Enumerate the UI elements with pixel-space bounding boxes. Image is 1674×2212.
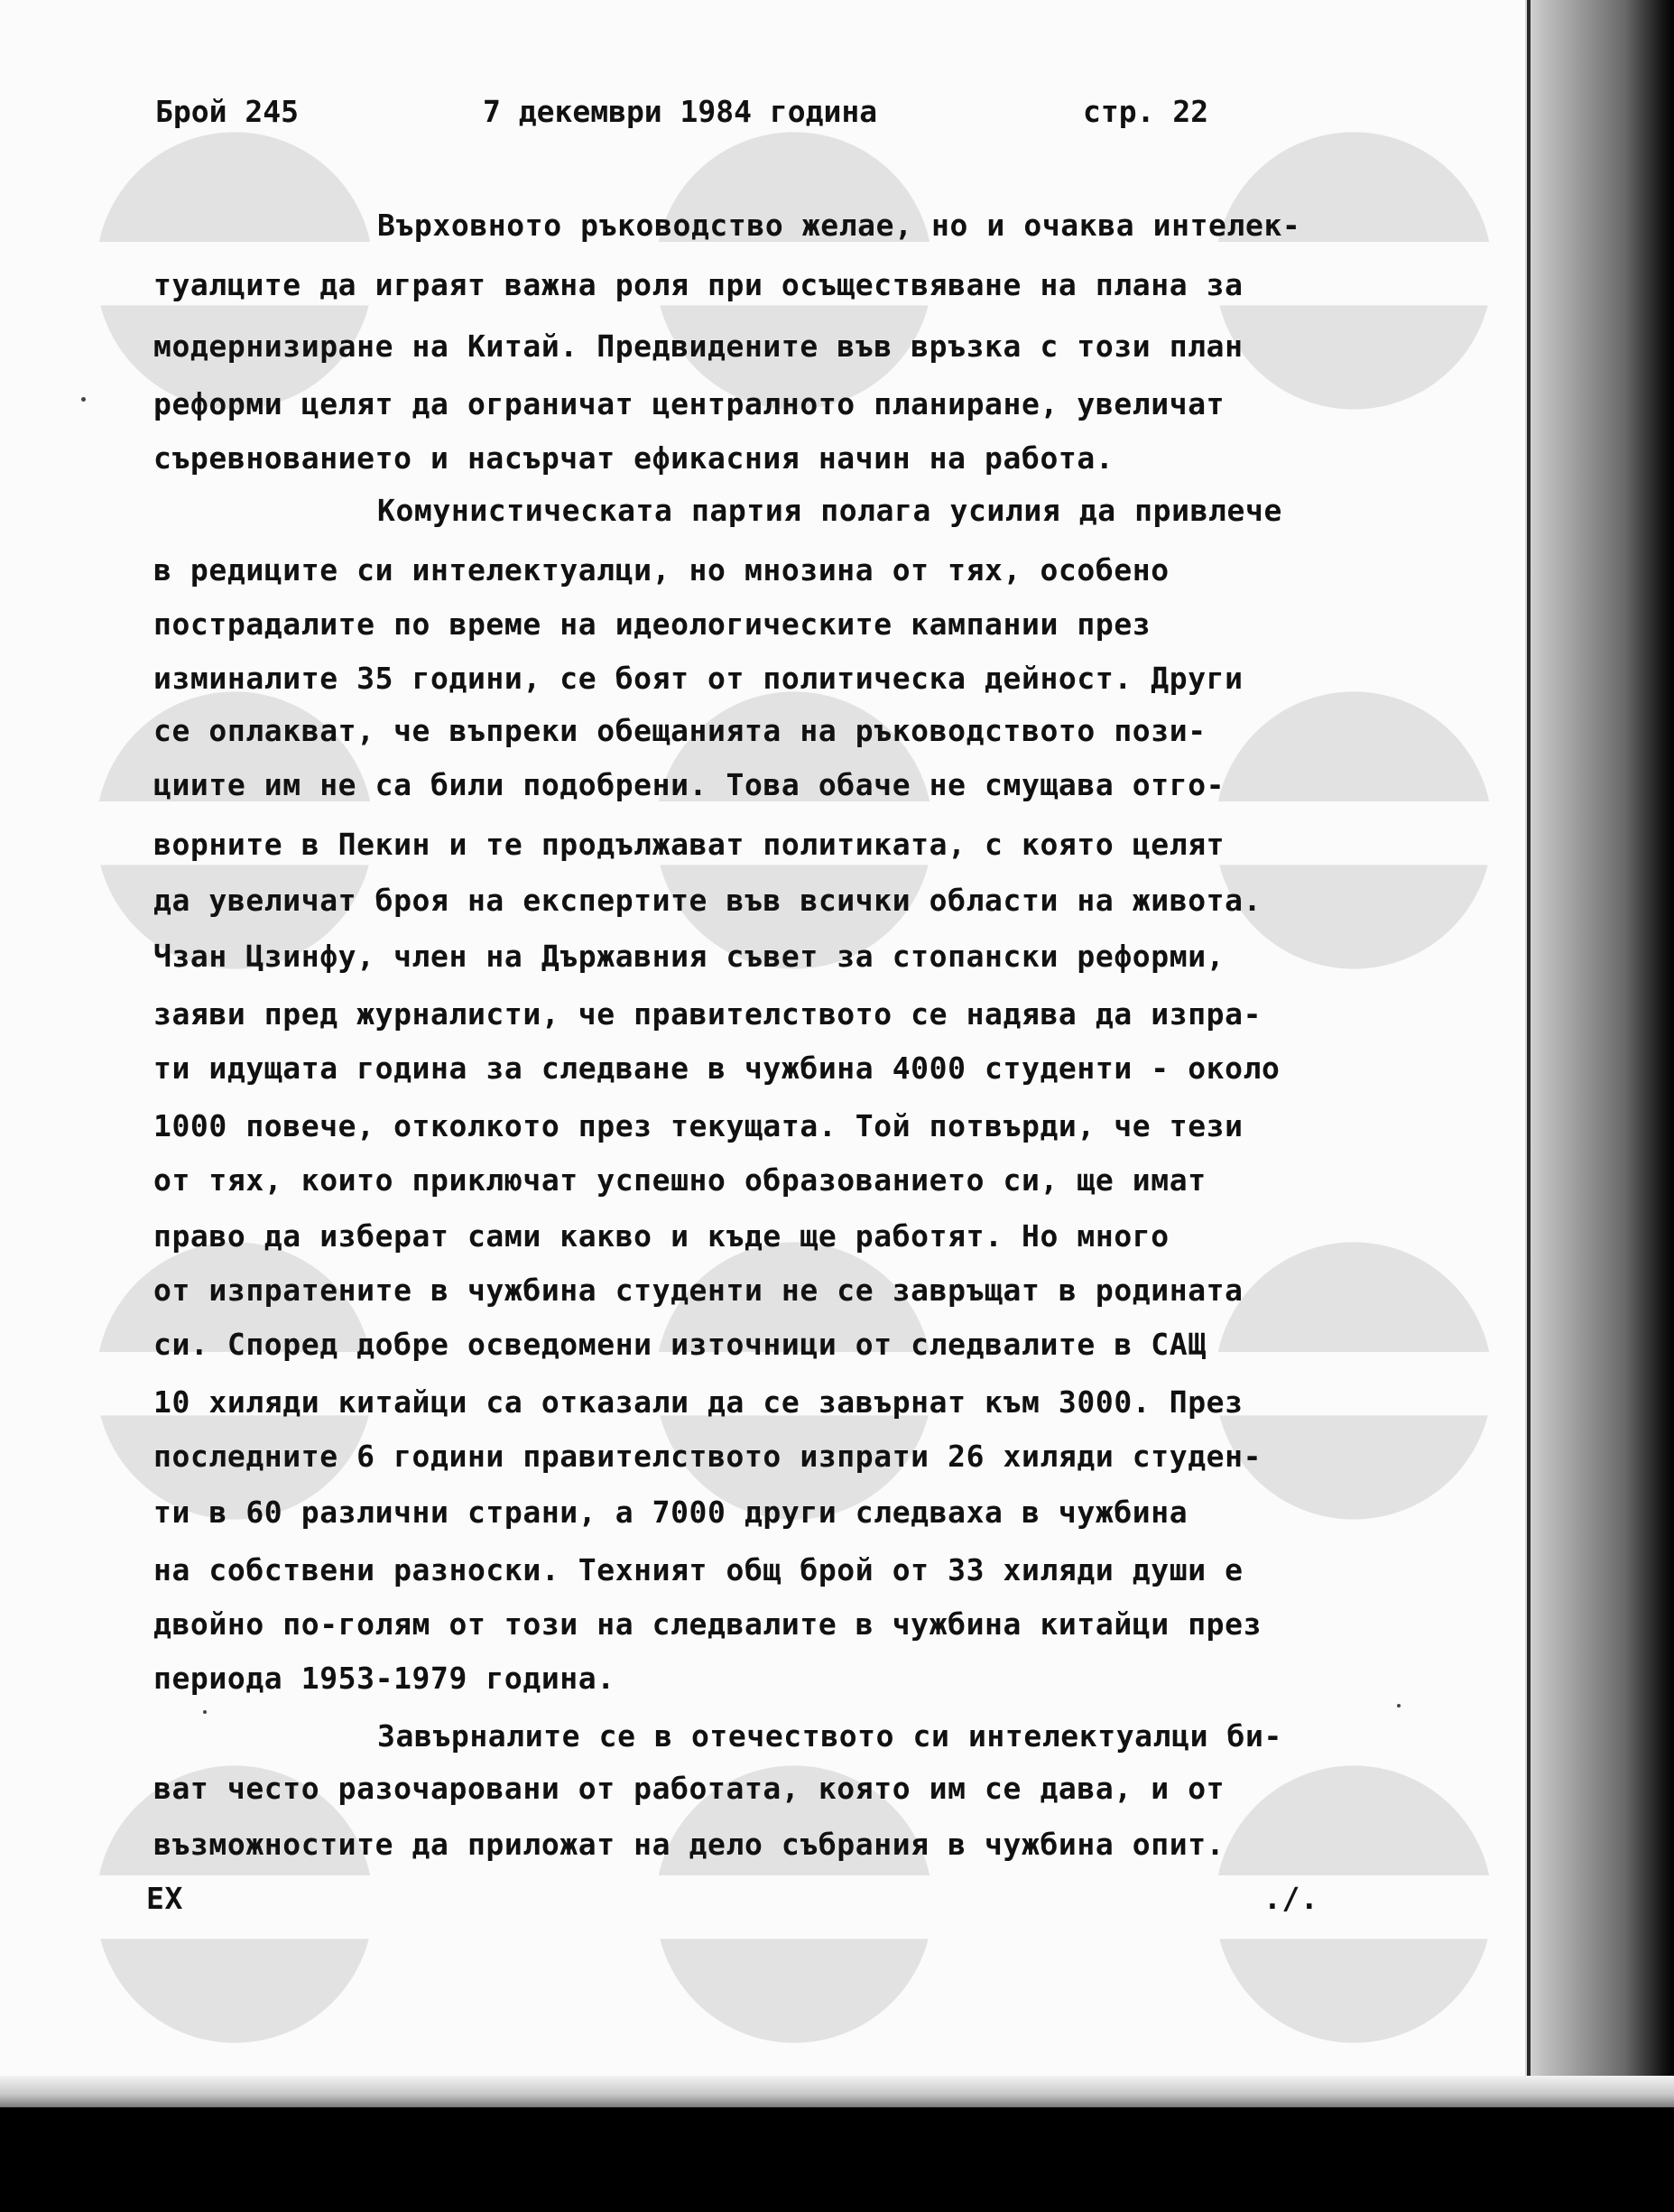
body-line: изминалите 35 години, се боят от политическа дейност. Други: [153, 661, 1244, 696]
body-line: право да изберат сами какво и къде ще работят. Но много: [153, 1218, 1170, 1254]
bta-watermark-logo: [1209, 686, 1498, 975]
scan-bottom-black-band: [0, 2107, 1674, 2212]
body-line: ти в 60 различни страни, а 7000 други следваха в чужбина: [153, 1495, 1188, 1530]
body-line: реформи целят да ограничат централното планиране, увеличат: [153, 386, 1225, 421]
body-line: в редиците си интелектуалци, но мнозина от тях, особено: [153, 552, 1170, 588]
body-line: ворните в Пекин и те продължават политиката, с която целят: [153, 827, 1225, 862]
body-line: съревнованието и насърчат ефикасния начин на работа.: [153, 440, 1114, 476]
scan-bottom-gradient: [0, 2076, 1674, 2110]
body-line: Завърналите се в отечеството си интелектуалци би-: [377, 1718, 1282, 1754]
body-line: от изпратените в чужбина студенти не се завръщат в родината: [153, 1273, 1244, 1308]
body-line: 1000 повече, отколкото през текущата. Той потвърди, че тези: [153, 1108, 1244, 1143]
bta-watermark-logo: [1209, 1760, 1498, 2049]
body-line: циите им не са били подобрени. Това обаче не смущава отго-: [153, 767, 1225, 802]
issue-date: 7 декември 1984 година: [483, 94, 878, 129]
body-line: периода 1953-1979 година.: [153, 1661, 615, 1696]
scan-right-edge-line: [1527, 0, 1531, 2212]
body-line: Върховното ръководство желае, но и очаква интелек-: [377, 208, 1301, 243]
footer-initials: EX: [146, 1881, 183, 1916]
scan-speck: [203, 1710, 207, 1714]
scan-speck: [81, 397, 86, 402]
bta-watermark-logo: [1209, 1236, 1498, 1525]
page-number: стр. 22: [1083, 94, 1209, 129]
body-line: Чзан Цзинфу, член на Държавния съвет за стопански реформи,: [153, 939, 1225, 974]
body-line: на собствени разноски. Техният общ брой от 33 хиляди души е: [153, 1552, 1244, 1587]
scan-right-edge-shadow: [1525, 0, 1674, 2212]
body-line: 10 хиляди китайци са отказали да се завърнат към 3000. През: [153, 1384, 1244, 1420]
body-line: се оплакват, че въпреки обещанията на ръководството пози-: [153, 713, 1207, 748]
body-line: заяви пред журналисти, че правителството се надява да изпра-: [153, 996, 1262, 1032]
body-line: двойно по-голям от този на следвалите в чужбина китайци през: [153, 1606, 1262, 1642]
body-line: ти идущата година за следване в чужбина 4000 студенти - около: [153, 1050, 1281, 1086]
issue-number: Брой 245: [155, 94, 299, 129]
body-line: пострадалите по време на идеологическите кампании през: [153, 606, 1151, 642]
scan-speck: [1397, 1704, 1401, 1708]
body-line: от тях, които приключат успешно образованието си, ще имат: [153, 1162, 1207, 1198]
body-line: възможностите да приложат на дело събрания в чужбина опит.: [153, 1827, 1225, 1862]
body-line: да увеличат броя на експертите във всички области на живота.: [153, 883, 1262, 918]
body-line: Комунистическата партия полага усилия да привлече: [377, 493, 1282, 528]
body-line: си. Според добре осведомени източници от следвалите в САЩ: [153, 1327, 1207, 1362]
body-line: последните 6 години правителството изпрати 26 хиляди студен-: [153, 1439, 1262, 1474]
footer-end-mark: ./.: [1263, 1881, 1319, 1916]
body-line: модернизиране на Китай. Предвидените във връзка с този план: [153, 329, 1244, 364]
body-line: ват често разочаровани от работата, която им се дава, и от: [153, 1771, 1225, 1806]
body-line: туалците да играят важна роля при осъществяване на плана за: [153, 267, 1244, 302]
bta-watermark-logo: [1209, 126, 1498, 415]
